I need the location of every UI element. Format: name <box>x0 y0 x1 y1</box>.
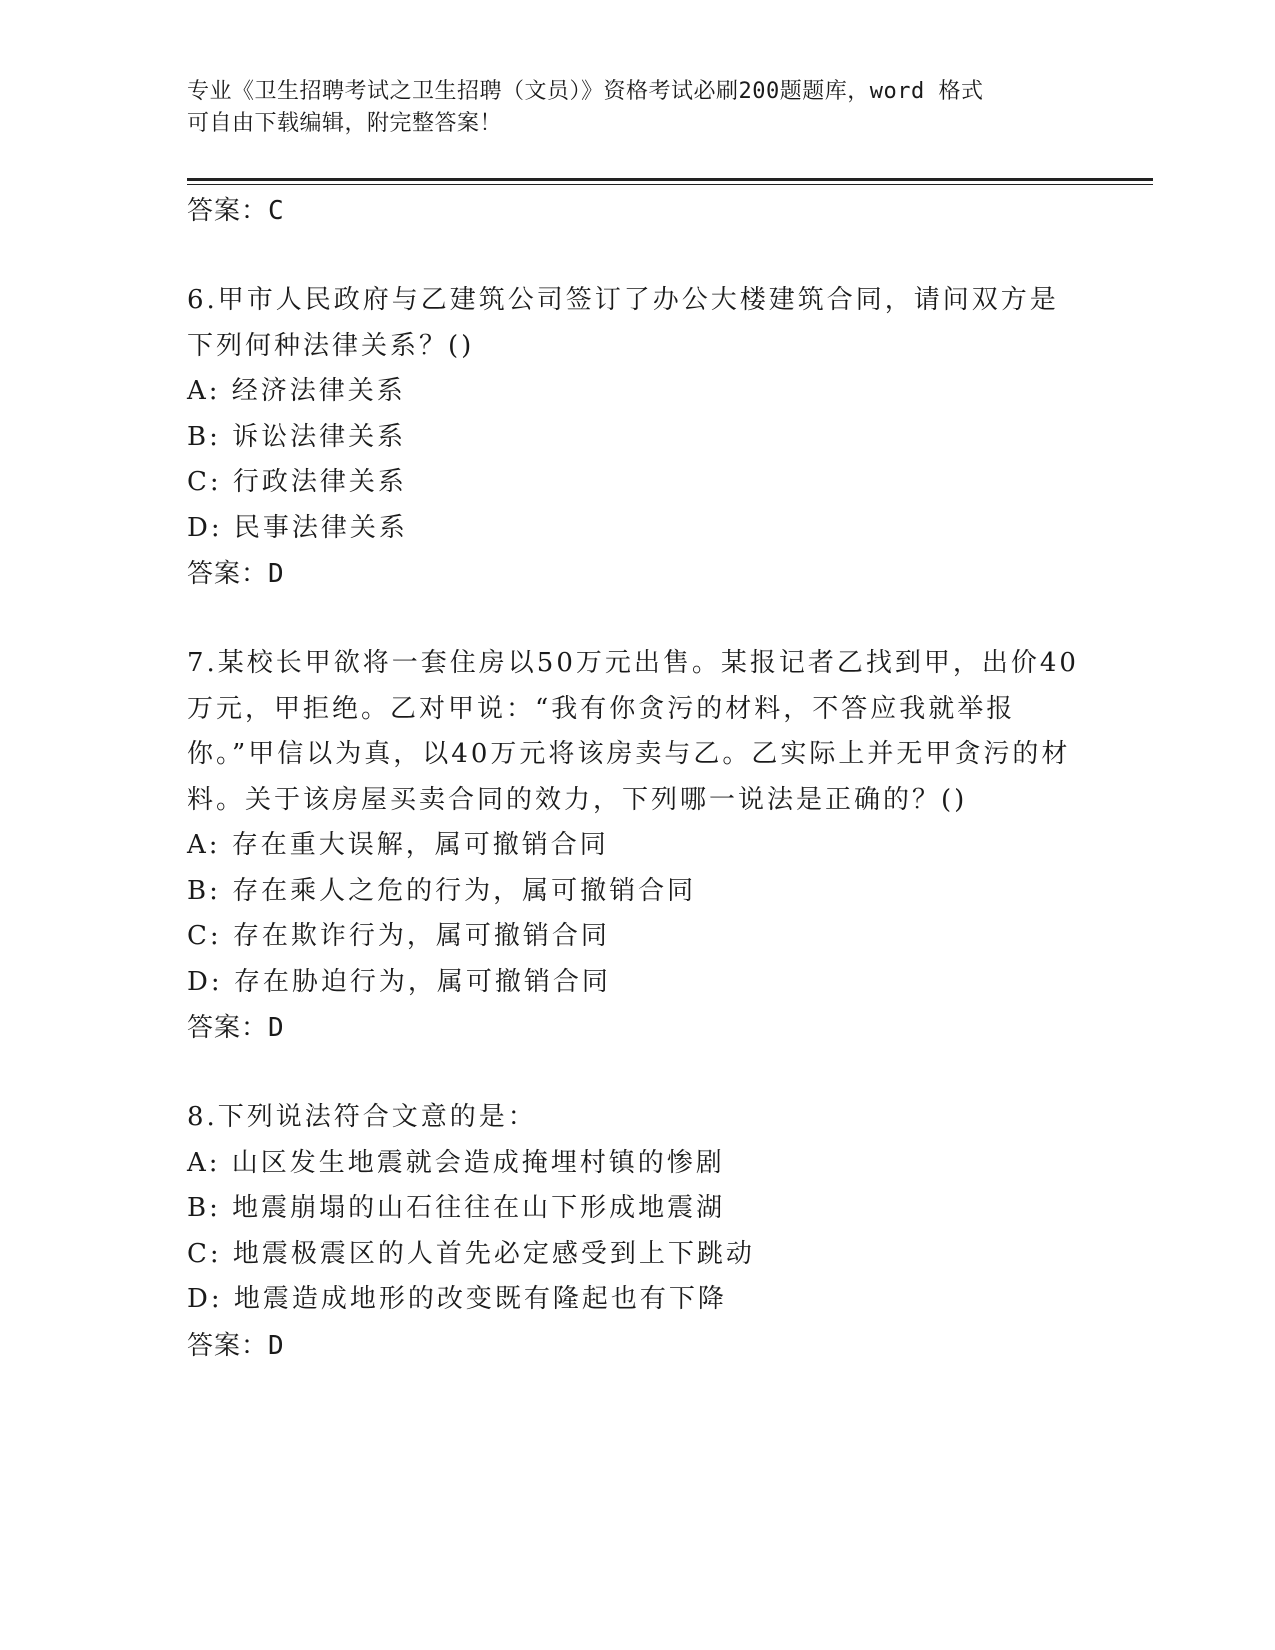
option-b: B: 地震崩塌的山石往往在山下形成地震湖 <box>187 1193 726 1223</box>
question-answer: 答案：D <box>187 1013 285 1043</box>
option-c: C: 地震极震区的人首先必定感受到上下跳动 <box>187 1238 755 1269</box>
question-stem: 8.下列说法符合文意的是： <box>187 1102 537 1132</box>
option-d: D: 民事法律关系 <box>187 512 408 543</box>
question-6 <box>187 278 1087 597</box>
question-content <box>187 188 1087 1369</box>
question-stem: 7.某校长甲欲将一套住房以50万元出售。某报记者乙找到甲，出价40万元，甲拒绝。乙对甲说：“我有你贪污的材料，不答应我就举报你。”甲信以为真，以40万元将该房卖与乙。乙实际上并无甲贪污的材料。关于该房屋买卖合同的效力，下列哪一说法是正确的？() <box>187 648 1079 815</box>
page-header <box>187 76 1067 140</box>
question-stem: 6.甲市人民政府与乙建筑公司签订了办公大楼建筑合同，请问双方是下列何种法律关系？() <box>187 285 1059 361</box>
question-answer: 答案：D <box>187 1330 285 1361</box>
option-c: C: 行政法律关系 <box>187 467 407 497</box>
header-line-1: 专业《卫生招聘考试之卫生招聘（文员）》资格考试必刷200题题库，word 格式 <box>187 79 984 104</box>
option-a: A: 存在重大误解，属可撤销合同 <box>187 830 609 860</box>
option-c: C: 存在欺诈行为，属可撤销合同 <box>187 921 610 951</box>
header-line-2: 可自由下载编辑，附完整答案！ <box>187 111 503 136</box>
question-8 <box>187 1095 1087 1369</box>
option-a: A: 山区发生地震就会造成掩埋村镇的惨剧 <box>187 1147 725 1178</box>
header-rule-thick <box>187 178 1153 181</box>
option-a: A: 经济法律关系 <box>187 376 406 406</box>
option-d: D: 存在胁迫行为，属可撤销合同 <box>187 966 611 997</box>
option-b: B: 存在乘人之危的行为，属可撤销合同 <box>187 875 697 906</box>
previous-answer: 答案：C <box>187 196 285 226</box>
header-rule-thin <box>187 184 1153 185</box>
question-7 <box>187 641 1087 1051</box>
option-d: D: 地震造成地形的改变既有隆起也有下降 <box>187 1284 727 1314</box>
question-answer: 答案：D <box>187 559 285 589</box>
option-b: B: 诉讼法律关系 <box>187 421 407 452</box>
